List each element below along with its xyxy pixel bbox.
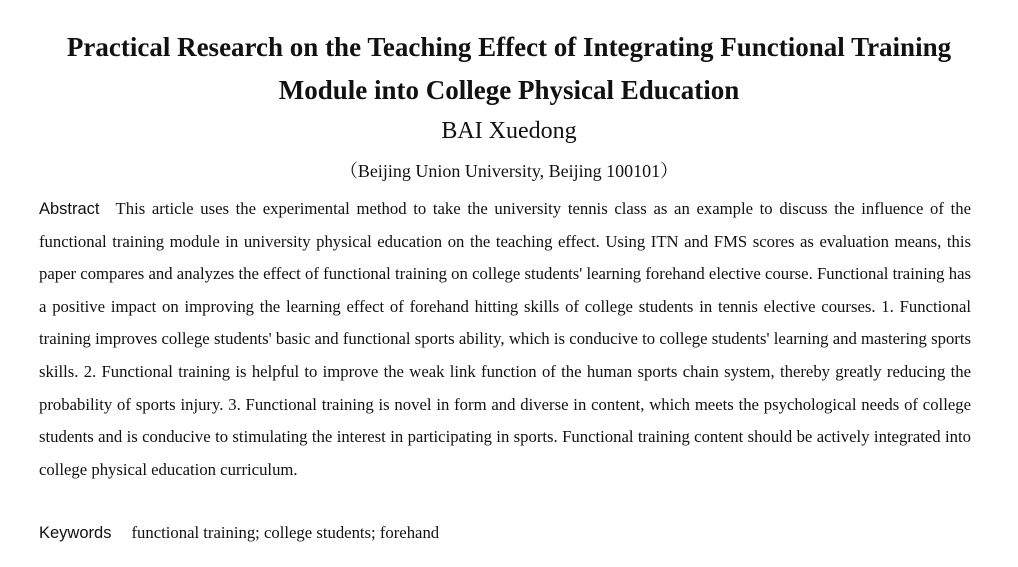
abstract-label: Abstract — [39, 200, 100, 218]
keywords-line — [39, 518, 971, 548]
paper-title-line-1: Practical Research on the Teaching Effect of Integrating Functional Training — [66, 32, 952, 62]
keywords-label: Keywords — [39, 524, 112, 542]
abstract-text: This article uses the experimental method to take the university tennis class as an example to discuss the influence of the functional training module in university physical education on the teaching effect. Using ITN and FMS scores as evaluation means, this paper compares and analyzes the effect of functional training on college students' learning forehand elective course. Functional training has a positive impact on improving the learning effect of forehand hitting skills of college students in tennis elective courses. 1. Functional training improves college students' basic and functional sports ability, which is conducive to college students' learning and mastering sports skills. 2. Functional training is helpful to improve the weak link function of the human sports chain system, thereby greatly reducing the probability of sports injury. 3. Functional training is novel in form and diverse in content, which meets the psychological needs of college students and is conducive to stimulating the interest in participating in sports. Functional training content should be actively integrated into college physical education curriculum. — [39, 199, 971, 479]
paper-title-line-2: Module into College Physical Education — [278, 75, 740, 105]
keywords-text: functional training; college students; forehand — [131, 523, 440, 542]
abstract-paragraph — [39, 193, 971, 486]
author-name: BAI Xuedong — [441, 118, 577, 144]
author-affiliation: （Beijing Union University, Beijing 100101） — [339, 161, 679, 181]
